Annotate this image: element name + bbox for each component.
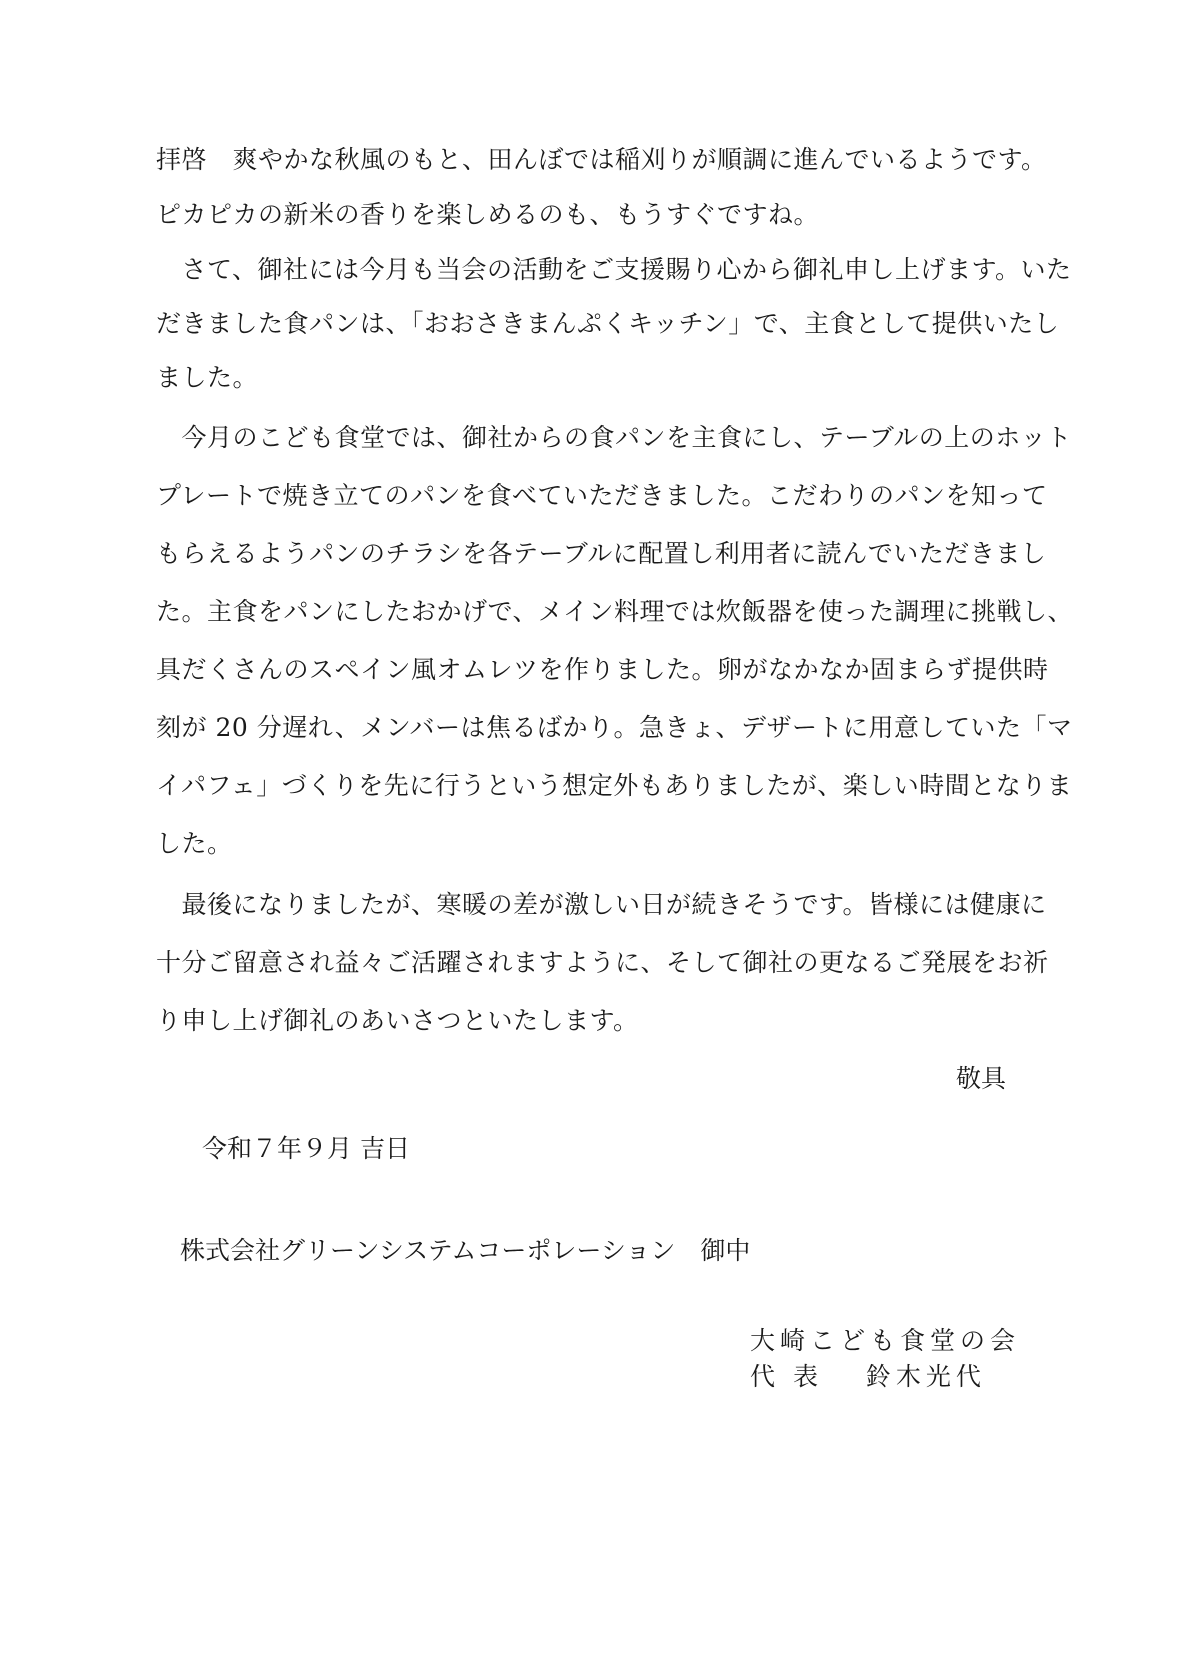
letter-line: ました。 [156, 363, 259, 392]
letter-line: 具だくさんのスペイン風オムレツを作りました。卵がなかなか固まらず提供時 [156, 655, 1049, 684]
letter-line: もらえるようパンのチラシを各テーブルに配置し利用者に読んでいただきまし [156, 539, 1047, 568]
letter-line: た。主食をパンにしたおかげで、メイン料理では炊飯器を使った調理に挑戦し、 [156, 597, 1074, 626]
letter-line: した。 [156, 829, 233, 858]
letter-line: 刻が 20 分遅れ、メンバーは焦るばかり。急きょ、デザートに用意していた「マ [156, 713, 1073, 742]
sender-organization: 大崎こども食堂の会 [750, 1326, 1021, 1355]
sender-representative: 代 表 鈴木光代 [750, 1362, 986, 1391]
letter-line: 最後になりましたが、寒暖の差が激しい日が続きそうです。皆様には健康に [156, 890, 1047, 919]
recipient-name: 株式会社グリーンシステムコーポレーション 御中 [180, 1236, 751, 1265]
closing-salutation: 敬具 [955, 1064, 1006, 1093]
letter-line: ピカピカの新米の香りを楽しめるのも、もうすぐですね。 [156, 200, 820, 229]
letter-line: だきました食パンは、「おおさきまんぷくキッチン」で、主食として提供いたし [156, 309, 1060, 338]
letter-line: 今月のこども食堂では、御社からの食パンを主食にし、テーブルの上のホット [156, 423, 1072, 452]
letter-line: り申し上げ御礼のあいさつといたします。 [156, 1006, 639, 1035]
letter-line: イパフェ」づくりを先に行うという想定外もありましたが、楽しい時間となりま [156, 771, 1073, 800]
letter-line: 拝啓 爽やかな秋風のもと、田んぼでは稲刈りが順調に進んでいるようです。 [156, 145, 1047, 174]
letter-line: プレートで焼き立てのパンを食べていただきました。こだわりのパンを知って [156, 481, 1048, 510]
letter-line: さて、御社には今月も当会の活動をご支援賜り心から御礼申し上げます。いた [156, 255, 1072, 284]
letter-date: 令和７年９月 吉日 [202, 1134, 410, 1163]
letter-line: 十分ご留意され益々ご活躍されますように、そして御社の更なるご発展をお祈 [156, 948, 1049, 977]
